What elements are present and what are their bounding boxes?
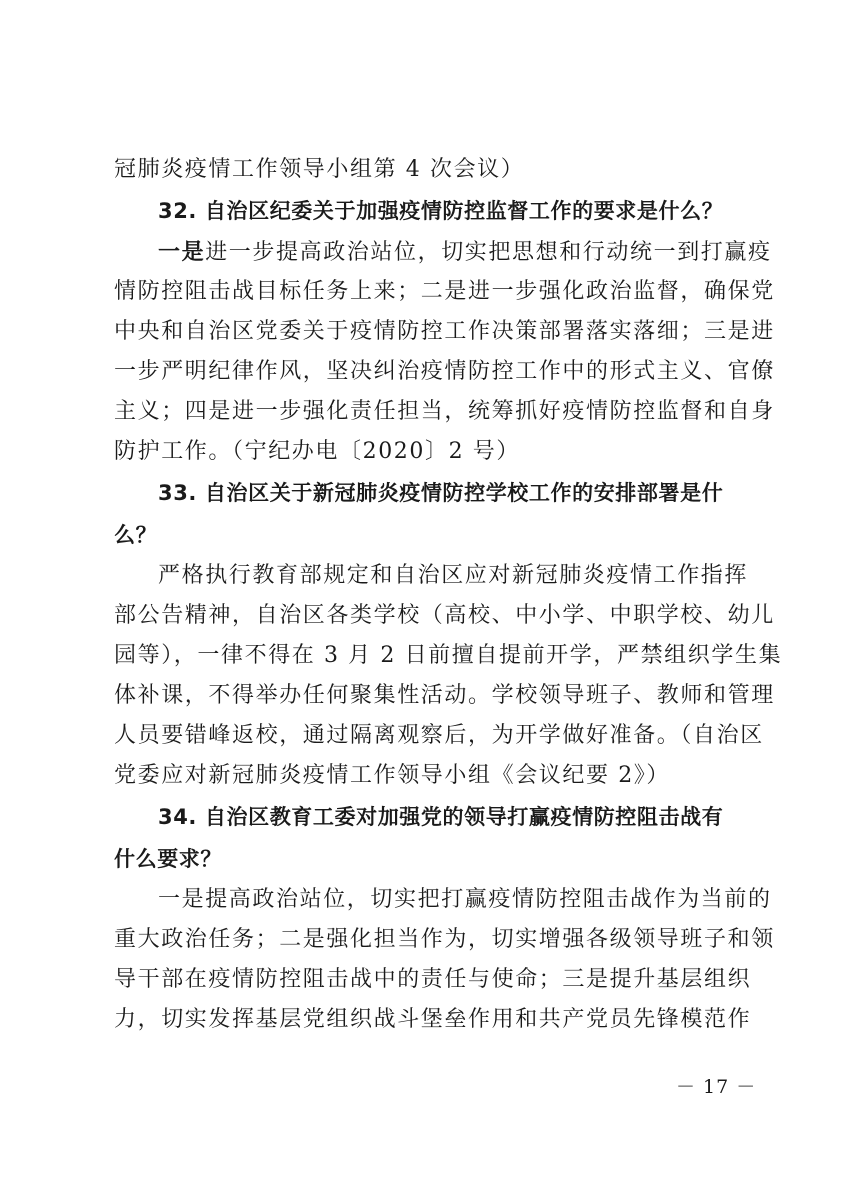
text-line: 冠肺炎疫情工作领导小组第 4 次会议）	[114, 157, 525, 182]
question-34-heading-line-1: 34. 自治区教育工委对加强党的领导打赢疫情防控阻击战有	[158, 805, 724, 829]
emphasis-prefix: 一是	[158, 239, 206, 265]
answer-32-line-1	[114, 232, 772, 272]
answer-32-line-2: 情防控阻击战目标任务上来；二是进一步强化政治监督，确保党	[114, 279, 775, 304]
document-body	[114, 150, 783, 1040]
answer-33-line-4: 体补课，不得举办任何聚集性活动。学校领导班子、教师和管理	[114, 683, 775, 708]
question-33-heading-line-2: 么？	[114, 523, 158, 547]
answer-33-line-1: 严格执行教育部规定和自治区应对新冠肺炎疫情工作指挥	[158, 563, 749, 588]
answer-34-line-1: 一是提高政治站位，切实把打赢疫情防控阻击战作为当前的	[158, 887, 772, 912]
answer-33-line-3: 园等），一律不得在 3 月 2 日前擅自提前开学，严禁组织学生集	[114, 643, 783, 668]
answer-34-line-4: 力，切实发挥基层党组织战斗堡垒作用和共产党员先锋模范作	[114, 1007, 752, 1032]
question-33-heading-line-1: 33. 自治区关于新冠肺炎疫情防控学校工作的安排部署是什	[158, 481, 724, 505]
answer-33-line-5: 人员要错峰返校，通过隔离观察后，为开学做好准备。（自治区	[114, 723, 764, 748]
answer-34-line-2: 重大政治任务；二是强化担当作为，切实增强各级领导班子和领	[114, 927, 775, 952]
answer-32-line-3: 中央和自治区党委关于疫情防控工作决策部署落实落细；三是进	[114, 319, 775, 344]
answer-32-line-5: 主义；四是进一步强化责任担当，统筹抓好疫情防控监督和自身	[114, 399, 775, 424]
answer-33-line-6: 党委应对新冠肺炎疫情工作领导小组《会议纪要 2》）	[114, 763, 670, 788]
answer-32-line-6: 防护工作。（宁纪办电〔2020〕2 号）	[114, 439, 520, 464]
question-34-heading-line-2: 什么要求？	[114, 847, 222, 871]
answer-34-line-3: 导干部在疫情防控阻击战中的责任与使命；三是提升基层组织	[114, 967, 752, 992]
page-number: － 17 －	[676, 1076, 757, 1098]
question-32-heading: 32. 自治区纪委关于加强疫情防控监督工作的要求是什么？	[158, 199, 724, 223]
answer-33-line-2: 部公告精神，自治区各类学校（高校、中小学、中职学校、幼儿	[114, 603, 775, 628]
answer-32-line-4: 一步严明纪律作风，坚决纠治疫情防控工作中的形式主义、官僚	[114, 359, 775, 384]
text-span: 进一步提高政治站位，切实把思想和行动统一到打赢疫	[205, 240, 772, 265]
